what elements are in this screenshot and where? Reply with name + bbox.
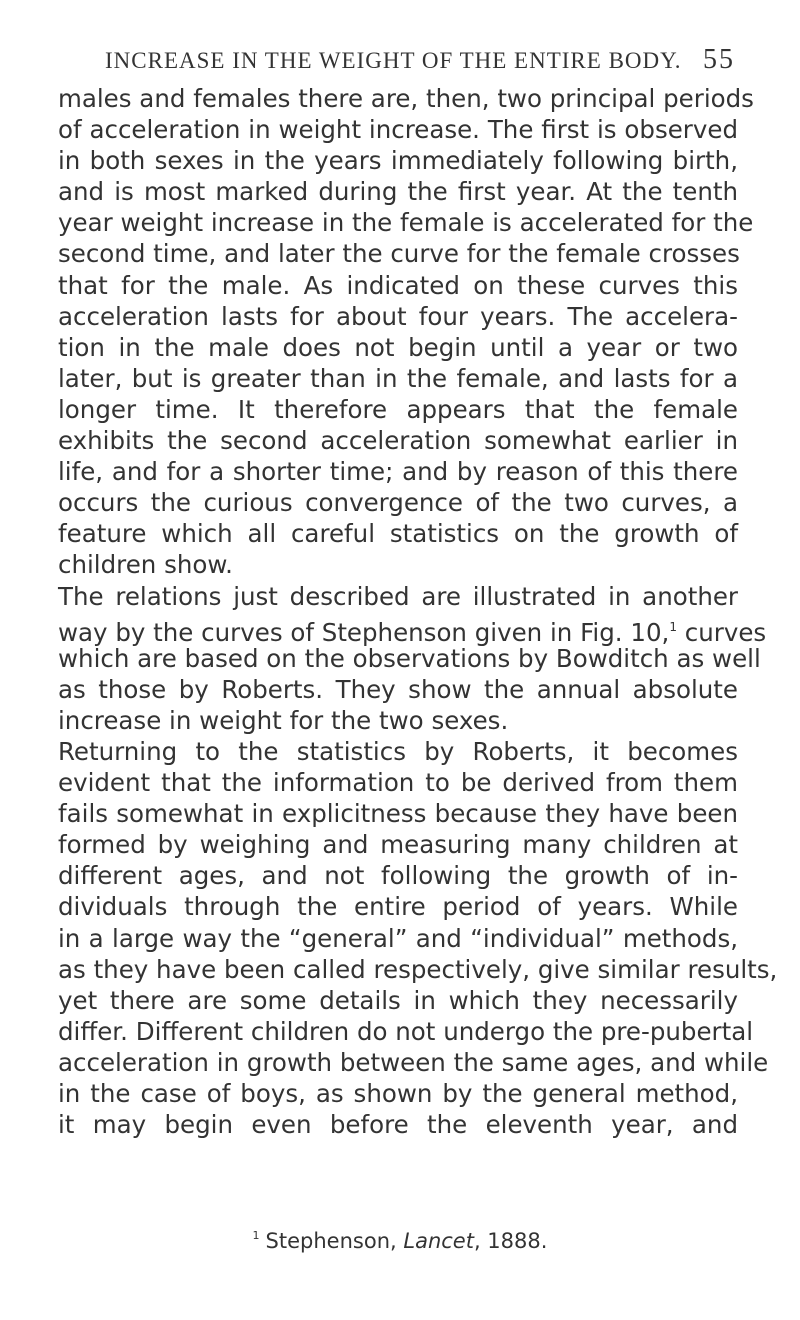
text-line: yet there are some details in which they necessarily [58,985,738,1015]
footnote-year: , 1888. [473,1229,548,1253]
text-line: The relations just described are illustrated in another [58,581,738,611]
text-line: in a large way the “general” and “individual” methods, [58,923,738,953]
text-line: later, but is greater than in the female, and lasts for a [58,363,738,393]
running-title: INCREASE IN THE WEIGHT OF THE ENTIRE BODY. [105,48,682,73]
running-head [105,44,735,88]
text-line: in the case of boys, as shown by the general method, [58,1079,738,1108]
text-line: of acceleration in weight increase. The first is observed [58,115,738,145]
footnote [0,1229,800,1253]
text-line: as they have been called respectively, give similar results, [58,954,778,984]
text-line: dividuals through the entire period of years. While [58,892,738,922]
footnote-marker: 1 [252,1229,260,1242]
text-line: life, and for a shorter time; and by reason of this there [58,457,738,487]
text-line: children show. [58,550,233,580]
text-line: exhibits the second acceleration somewhat earlier in [58,426,738,456]
text-line: Returning to the statistics by Roberts, it becomes [58,736,738,766]
page-number: 55 [703,44,735,75]
text-line: fails somewhat in explicitness because they have been [58,799,738,829]
text-line: feature which all careful statistics on the growth of [58,519,738,549]
text-segment: way by the curves of Stephenson given in Fig. 10, [58,617,670,647]
text-line-with-footnote-ref [58,612,767,647]
text-line: longer time. It therefore appears that the female [58,394,738,424]
text-line: differ. Different children do not undergo the pre-pubertal [58,1016,754,1046]
text-line: and is most marked during the first year. At the tenth [58,177,738,207]
text-line: different ages, and not following the growth of in- [58,861,738,891]
text-line: year weight increase in the female is accelerated for the [58,208,754,238]
text-line: in both sexes in the years immediately following birth, [58,146,738,176]
text-line: which are based on the observations by Bowditch as well [58,643,761,673]
text-line: formed by weighing and measuring many children at [58,830,738,860]
footnote-author: Stephenson, [265,1229,397,1253]
text-line: evident that the information to be derived from them [58,768,738,798]
text-line: it may begin even before the eleventh year, and [58,1110,738,1140]
text-line: second time, and later the curve for the female crosses [58,239,740,269]
text-line: increase in weight for the two sexes. [58,705,509,735]
text-line: males and females there are, then, two principal periods [58,84,754,113]
text-segment: curves [676,617,767,647]
body-text [58,83,778,1140]
text-line: acceleration lasts for about four years. The accelera- [58,301,738,331]
footnote-reference: 1 [669,619,677,634]
text-line: occurs the curious convergence of the two curves, a [58,488,738,518]
footnote-journal: Lancet [403,1229,474,1253]
text-line: that for the male. As indicated on these curves this [58,270,738,300]
text-line: tion in the male does not begin until a year or two [58,332,738,362]
text-line: as those by Roberts. They show the annual absolute [58,674,738,704]
text-line: acceleration in growth between the same ages, and while [58,1047,769,1077]
